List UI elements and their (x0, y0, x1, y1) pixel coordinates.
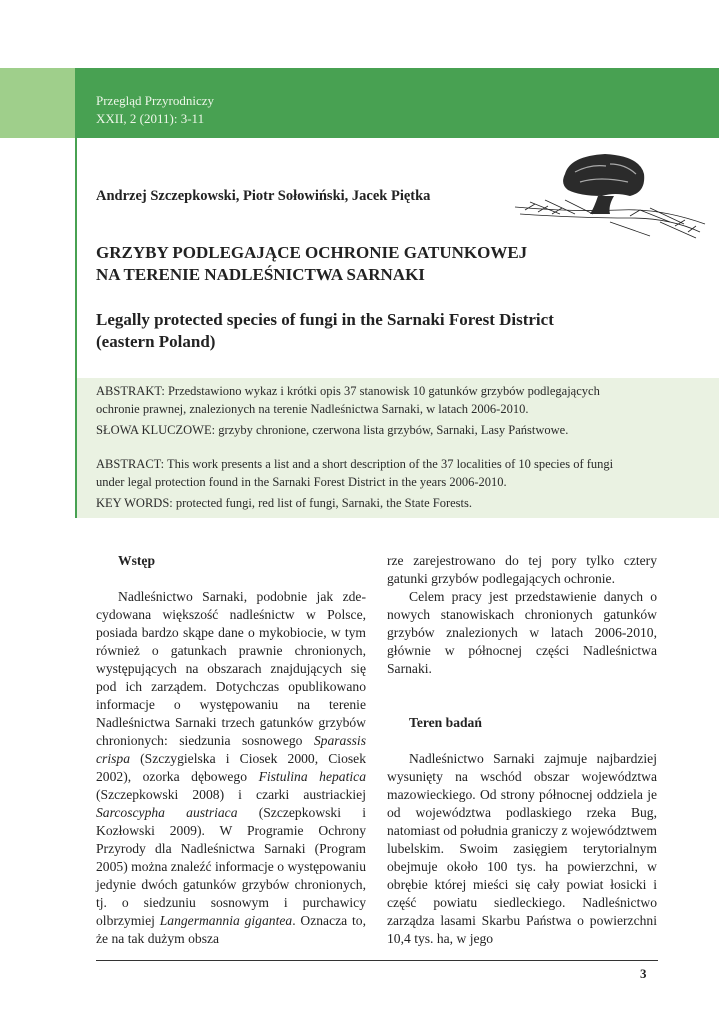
study-area-paragraph: Nadleśnictwo Sarnaki zajmuje najbardziej wysunięty na wschód obszar województwa mazowieckiego. Od strony północnej oddziela je od województwa podlaskiego rzeka Bug, natomiast od południa graniczy z województwem lubelskim. Swoim zasięgiem terytorialnym obejmuje około 100 tys. ha powierzchni, w obrębie której mieści się cały powiat łosicki i część powiatu siedleckiego. Nadleśnictwo zarządza lasami Skarbu Państwa o powierzchni 10,4 tys. ha, w jego (387, 751, 657, 946)
journal-volume: XXII, 2 (2011): 3-11 (96, 111, 205, 126)
title-english (96, 309, 656, 353)
abstract-english (96, 455, 676, 512)
fungus-illustration-icon (510, 152, 710, 252)
title-polish (96, 242, 566, 286)
journal-name: Przegląd Przyrodniczy (96, 93, 215, 108)
journal-info (96, 92, 214, 128)
abstract-english-line1: ABSTRACT: This work presents a list and a short description of the 37 localities of 10 species of fungi (96, 457, 614, 471)
title-polish-line1: GRZYBY PODLEGAJĄCE OCHRONIE GATUNKOWEJ (96, 243, 528, 262)
title-polish-line2: NA TERENIE NADLEŚNICTWA SARNAKI (96, 265, 425, 284)
title-english-line2: (eastern Poland) (96, 332, 216, 351)
journal-header-accent (0, 68, 75, 138)
abstract-polish (96, 382, 676, 439)
body-column-left (96, 552, 366, 948)
intro-paragraph: Nadleśnictwo Sarnaki, podobnie jak zdecydowana większość nadleśnictw w Polsce, posiada bardzo skąpe dane o mykobiocie, w tym również o gatunkach prawnie chronionych, występujących na obszarach znajdujących się pod ich zarządem. Dotychczas opublikowano informacje o występowaniu na terenie Nadleśnictwa Sarnaki trzech gatunków grzybów chronionych: siedzunia sosnowego Sparassis crispa (Szczygielska i Ciosek 2000, Ciosek 2002), ozorka dębowego Fistulina hepatica (Szczepkowski 2008) i czarki austriackiej Sarcoscypha austriaca (Szczepkowski i Kozłowski 2009). W Programie Ochrony Przyrody dla Nadleśnictwa Sarnaki (Program 2005) można znaleźć informacje o występowaniu jedynie dwóch gatunków grzybów chronionych, tj. o siedzuniu sosnowym i purchawicy olbrzymiej Langermannia gigantea. Oznacza to, że na tak dużym obsza (96, 589, 366, 946)
section-heading-study-area: Teren badań (409, 715, 482, 730)
authors: Andrzej Szczepkowski, Piotr Sołowiński, Jacek Piętka (96, 188, 431, 204)
intro-paragraph-continued: rze zarejestrowano do tej pory tylko cztery gatunki grzybów podlegających ochronie. (387, 553, 657, 586)
footer-rule (96, 960, 658, 961)
body-column-right (387, 552, 657, 948)
title-english-line1: Legally protected species of fungi in the Sarnaki Forest District (96, 310, 554, 329)
abstract-polish-line2: ochronie prawnej, znalezionych na terenie Nadleśnictwa Sarnaki, w latach 2006-2010. (96, 402, 529, 416)
aim-paragraph: Celem pracy jest przedstawienie danych o nowych stanowiskach chronionych gatunków grzybów znalezionych w latach 2006-2010, głównie w północnej części Nadleśnictwa Sarnaki. (387, 589, 657, 676)
keywords-english: KEY WORDS: protected fungi, red list of fungi, Sarnaki, the State Forests. (96, 496, 472, 510)
abstract-polish-line1: ABSTRAKT: Przedstawiono wykaz i krótki opis 37 stanowisk 10 gatunków grzybów podlegających (96, 384, 600, 398)
keywords-polish: SŁOWA KLUCZOWE: grzyby chronione, czerwona lista grzybów, Sarnaki, Lasy Państwowe. (96, 423, 569, 437)
abstract-english-line2: under legal protection found in the Sarnaki Forest District in the years 2006-2010. (96, 475, 507, 489)
page-number: 3 (640, 966, 647, 981)
section-heading-introduction: Wstęp (118, 553, 156, 568)
